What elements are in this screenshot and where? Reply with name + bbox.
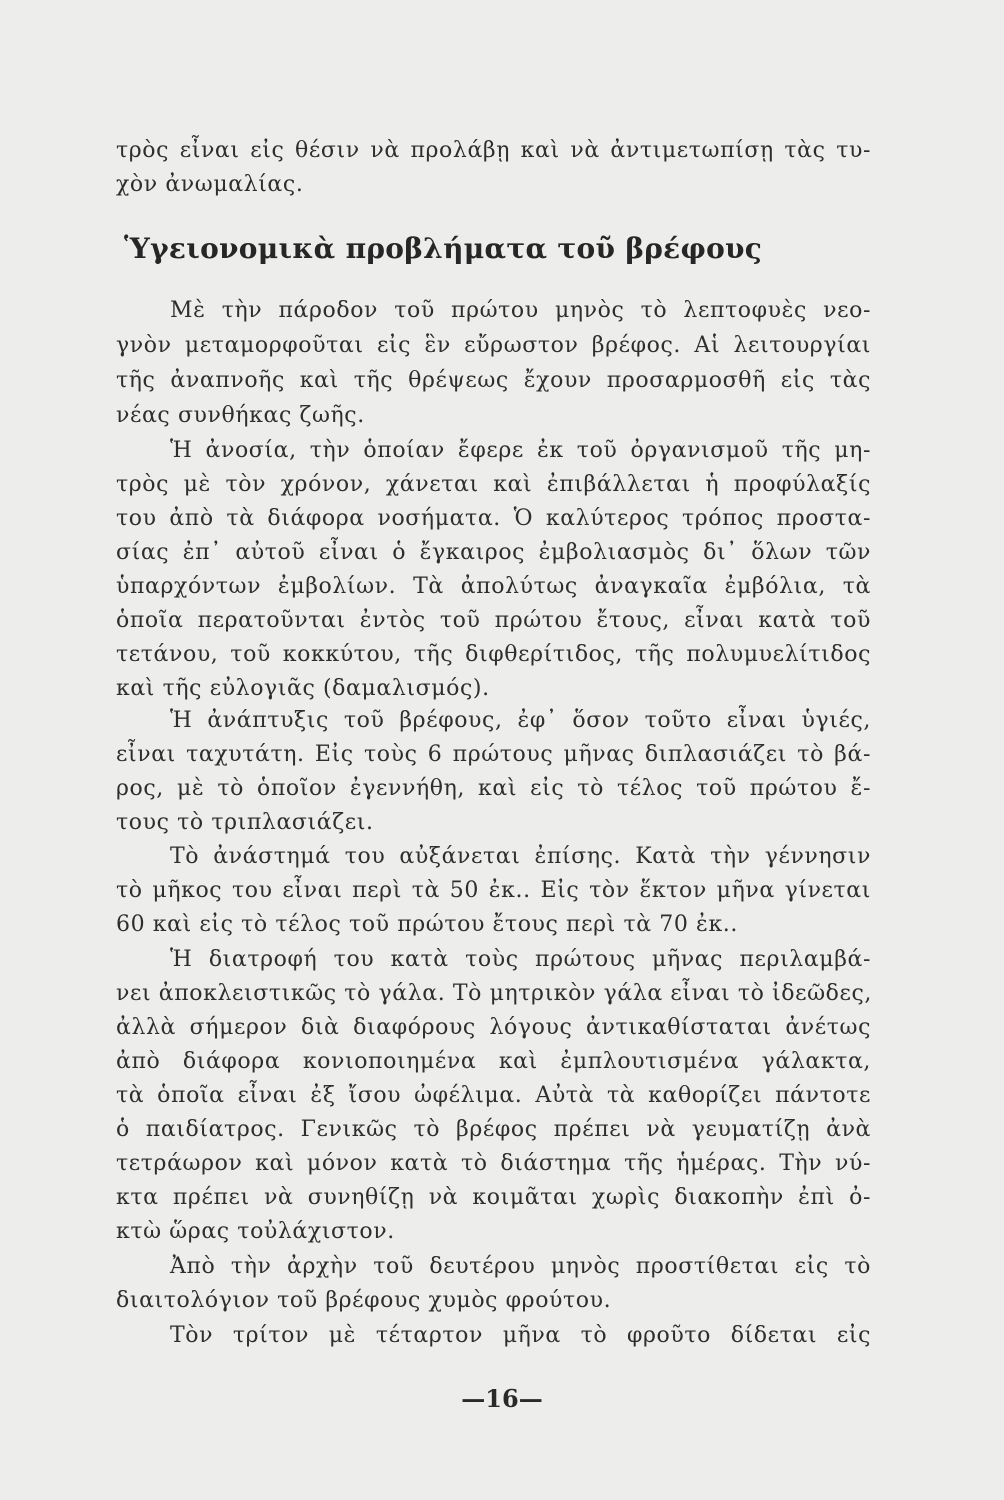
text-line: ὁποῖα περατοῦνται ἐντὸς τοῦ πρώτου ἔτους, εἶναι κατὰ τοῦ — [116, 608, 871, 633]
text-line: ὑπαρχόντων ἐμβολίων. Τὰ ἀπολύτως ἀναγκαῖα ἐμβόλια, τὰ — [116, 574, 871, 599]
text-line: τους τὸ τριπλασιάζει. — [116, 810, 374, 835]
text-line: χὸν ἀνωμαλίας. — [116, 172, 304, 197]
text-line: κτα πρέπει νὰ συνηθίζῃ νὰ κοιμᾶται χωρὶς διακοπὴν ἐπὶ ὀ- — [116, 1185, 871, 1210]
text-line: διαιτολόγιον τοῦ βρέφους χυμὸς φρούτου. — [116, 1288, 612, 1313]
text-line: γνὸν μεταμορφοῦται εἰς ἓν εὔρωστον βρέφος. Αἱ λειτουργίαι — [116, 333, 871, 358]
text-line: τετράωρον καὶ μόνον κατὰ τὸ διάστημα τῆς ἡμέρας. Τὴν νύ- — [116, 1151, 871, 1176]
text-line: νέας συνθήκας ζωῆς. — [116, 403, 365, 428]
section-heading: Ὑγειονομικὰ προβλήματα τοῦ βρέφους — [124, 232, 763, 265]
text-line: του ἀπὸ τὰ διάφορα νοσήματα. Ὁ καλύτερος τρόπος προστα- — [116, 506, 871, 531]
page-number: —16— — [461, 1384, 543, 1413]
text-line: Ἡ διατροφή του κατὰ τοὺς πρώτους μῆνας περιλαμβά- — [170, 947, 871, 972]
text-line: ὁ παιδίατρος. Γενικῶς τὸ βρέφος πρέπει νὰ γευματίζῃ ἀνὰ — [116, 1117, 871, 1142]
text-line: τρὸς εἶναι εἰς θέσιν νὰ προλάβῃ καὶ νὰ ἀντιμετωπίσῃ τὰς τυ- — [116, 138, 871, 163]
text-line: ἀπὸ διάφορα κονιοποιημένα καὶ ἐμπλουτισμένα γάλακτα, — [116, 1049, 871, 1074]
text-line: ἀλλὰ σήμερον διὰ διαφόρους λόγους ἀντικαθίσταται ἀνέτως — [116, 1015, 871, 1040]
text-line: σίας ἐπ᾽ αὐτοῦ εἶναι ὁ ἔγκαιρος ἐμβολιασμὸς δι᾽ ὅλων τῶν — [116, 540, 871, 565]
text-line: 60 καὶ εἰς τὸ τέλος τοῦ πρώτου ἔτους περὶ τὰ 70 ἐκ.. — [116, 912, 738, 937]
text-line: τετάνου, τοῦ κοκκύτου, τῆς διφθερίτιδος, τῆς πολυμυελίτιδος — [116, 642, 871, 667]
text-line: τὰ ὁποῖα εἶναι ἐξ ἴσου ὠφέλιμα. Αὐτὰ τὰ καθορίζει πάντοτε — [116, 1083, 871, 1108]
text-line: τὸ μῆκος του εἶναι περὶ τὰ 50 ἐκ.. Εἰς τὸν ἕκτον μῆνα γίνεται — [116, 878, 871, 903]
text-line: τρὸς μὲ τὸν χρόνον, χάνεται καὶ ἐπιβάλλεται ἡ προφύλαξίς — [116, 472, 871, 497]
text-line: ρος, μὲ τὸ ὁποῖον ἐγεννήθη, καὶ εἰς τὸ τέλος τοῦ πρώτου ἔ- — [116, 776, 871, 801]
text-line: εἶναι ταχυτάτη. Εἰς τοὺς 6 πρώτους μῆνας διπλασιάζει τὸ βά- — [116, 742, 871, 767]
text-line: Ἡ ἀνοσία, τὴν ὁποίαν ἔφερε ἐκ τοῦ ὀργανισμοῦ τῆς μη- — [170, 438, 871, 463]
text-line: καὶ τῆς εὐλογιᾶς (δαμαλισμός). — [116, 676, 490, 701]
text-line: Ἀπὸ τὴν ἀρχὴν τοῦ δευτέρου μηνὸς προστίθεται εἰς τὸ — [170, 1254, 871, 1279]
text-line: τῆς ἀναπνοῆς καὶ τῆς θρέψεως ἔχουν προσαρμοσθῆ εἰς τὰς — [116, 368, 871, 393]
text-line: Τὸ ἀνάστημά του αὐξάνεται ἐπίσης. Κατὰ τὴν γέννησιν — [170, 844, 871, 869]
text-line: Μὲ τὴν πάροδον τοῦ πρώτου μηνὸς τὸ λεπτοφυὲς νεο- — [170, 298, 871, 323]
text-line: νει ἀποκλειστικῶς τὸ γάλα. Τὸ μητρικὸν γάλα εἶναι τὸ ἰδεῶδες, — [116, 981, 873, 1006]
text-line: Τὸν τρίτον μὲ τέταρτον μῆνα τὸ φροῦτο δίδεται εἰς — [170, 1323, 871, 1348]
text-line: κτὼ ὥρας τοὐλάχιστον. — [116, 1219, 395, 1244]
text-line: Ἡ ἀνάπτυξις τοῦ βρέφους, ἐφ᾽ ὅσον τοῦτο εἶναι ὑγιές, — [170, 708, 871, 733]
